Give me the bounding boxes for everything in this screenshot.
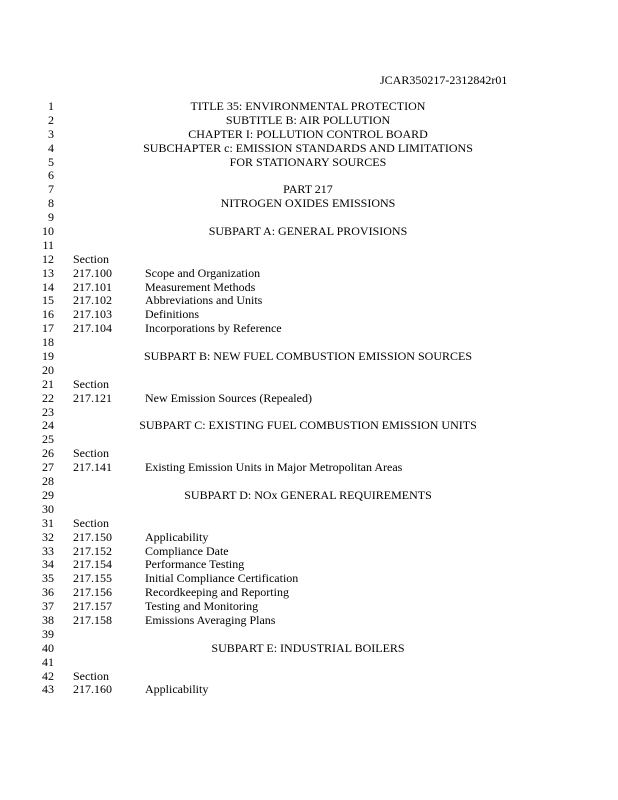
line-number: 9 (48, 210, 54, 225)
document-line (0, 322, 618, 336)
document-line (0, 572, 618, 586)
section-title: New Emission Sources (Repealed) (145, 390, 312, 405)
heading-text: CHAPTER I: POLLUTION CONTROL BOARD (188, 126, 428, 141)
document-line (0, 183, 618, 197)
line-number: 24 (42, 418, 54, 433)
line-number: 5 (48, 154, 54, 169)
section-title: Initial Compliance Certification (145, 571, 299, 586)
heading-text: SUBTITLE B: AIR POLLUTION (225, 112, 391, 127)
document-line (0, 281, 618, 295)
line-number: 34 (42, 557, 54, 572)
line-number: 43 (42, 682, 54, 697)
document-line (0, 475, 618, 489)
section-title: Applicability (145, 682, 209, 697)
section-number: 217.102 (73, 293, 112, 308)
document-line (0, 600, 618, 614)
heading-text: NITROGEN OXIDES EMISSIONS (220, 196, 396, 211)
line-number: 28 (42, 474, 54, 489)
line-number: 15 (42, 293, 54, 308)
line-number: 31 (42, 515, 54, 530)
section-number: 217.155 (73, 571, 112, 586)
document-line (0, 128, 618, 142)
document-id: JCAR350217-2312842r01 (380, 73, 508, 87)
line-number: 18 (42, 335, 54, 350)
section-column-header: Section (73, 515, 109, 530)
document-line (0, 406, 618, 420)
section-title: Abbreviations and Units (145, 293, 263, 308)
line-number: 25 (42, 432, 54, 447)
section-number: 217.156 (73, 585, 112, 600)
document-line (0, 253, 618, 267)
document-line (0, 211, 618, 225)
section-column-header: Section (73, 668, 109, 683)
document-line (0, 683, 618, 697)
line-number: 23 (42, 404, 54, 419)
section-number: 217.150 (73, 529, 112, 544)
line-number: 26 (42, 446, 54, 461)
line-number: 39 (42, 626, 54, 641)
line-number: 12 (42, 251, 54, 266)
section-title: Measurement Methods (145, 279, 256, 294)
line-number: 17 (42, 321, 54, 336)
section-number: 217.158 (73, 612, 112, 627)
section-number: 217.152 (73, 543, 112, 558)
document-line (0, 100, 618, 114)
line-number: 2 (48, 112, 54, 127)
line-number: 20 (42, 362, 54, 377)
document-line (0, 489, 618, 503)
document-line (0, 503, 618, 517)
line-number: 11 (42, 237, 54, 252)
document-line (0, 628, 618, 642)
document-line (0, 419, 618, 433)
heading-text: FOR STATIONARY SOURCES (229, 154, 387, 169)
line-number: 38 (42, 612, 54, 627)
line-number: 6 (48, 168, 54, 183)
line-number: 13 (42, 265, 54, 280)
section-number: 217.141 (73, 460, 112, 475)
document-body (0, 100, 618, 697)
document-line (0, 239, 618, 253)
section-number: 217.104 (73, 321, 112, 336)
section-title: Compliance Date (145, 543, 229, 558)
section-title: Recordkeeping and Reporting (145, 585, 289, 600)
document-line (0, 197, 618, 211)
line-number: 8 (48, 196, 54, 211)
document-line (0, 447, 618, 461)
section-title: Definitions (145, 307, 199, 322)
line-number: 37 (42, 599, 54, 614)
document-line (0, 294, 618, 308)
document-line (0, 169, 618, 183)
line-number: 27 (42, 460, 54, 475)
section-title: Existing Emission Units in Major Metropolitan Areas (145, 460, 403, 475)
document-line (0, 461, 618, 475)
heading-text: SUBCHAPTER c: EMISSION STANDARDS AND LIMITATIONS (143, 140, 473, 155)
line-number: 30 (42, 501, 54, 516)
heading-text: SUBPART B: NEW FUEL COMBUSTION EMISSION SOURCES (143, 349, 472, 364)
section-title: Emissions Averaging Plans (145, 612, 276, 627)
section-title: Performance Testing (145, 557, 245, 572)
line-number: 36 (42, 585, 54, 600)
heading-text: SUBPART C: EXISTING FUEL COMBUSTION EMISSION UNITS (139, 418, 477, 433)
document-line (0, 114, 618, 128)
document-line (0, 267, 618, 281)
line-number: 42 (42, 668, 54, 683)
line-number: 29 (42, 487, 54, 502)
line-number: 22 (42, 390, 54, 405)
section-title: Applicability (145, 529, 209, 544)
section-number: 217.154 (73, 557, 112, 572)
document-line (0, 156, 618, 170)
heading-text: SUBPART D: NOx GENERAL REQUIREMENTS (184, 487, 432, 502)
line-number: 41 (42, 654, 54, 669)
document-line (0, 614, 618, 628)
line-number: 32 (42, 529, 54, 544)
document-line (0, 670, 618, 684)
section-number: 217.100 (73, 265, 112, 280)
document-line (0, 433, 618, 447)
document-line (0, 225, 618, 239)
section-number: 217.160 (73, 682, 112, 697)
heading-text: TITLE 35: ENVIRONMENTAL PROTECTION (190, 99, 426, 113)
document-line (0, 531, 618, 545)
document-line (0, 308, 618, 322)
heading-text: PART 217 (283, 182, 333, 197)
document-line (0, 545, 618, 559)
line-number: 16 (42, 307, 54, 322)
section-title: Incorporations by Reference (145, 321, 282, 336)
document-line (0, 517, 618, 531)
line-number: 7 (48, 182, 54, 197)
document-line (0, 392, 618, 406)
section-column-header: Section (73, 446, 109, 461)
document-line (0, 336, 618, 350)
document-line (0, 642, 618, 656)
line-number: 21 (42, 376, 54, 391)
line-number: 10 (42, 224, 54, 239)
line-number: 33 (42, 543, 54, 558)
document-line (0, 378, 618, 392)
document-line (0, 350, 618, 364)
section-number: 217.157 (73, 599, 112, 614)
section-column-header: Section (73, 376, 109, 391)
heading-text: SUBPART E: INDUSTRIAL BOILERS (211, 640, 405, 655)
document-line (0, 142, 618, 156)
section-title: Testing and Monitoring (145, 599, 259, 614)
line-number: 40 (42, 640, 54, 655)
line-number: 19 (42, 349, 54, 364)
line-number: 14 (42, 279, 54, 294)
section-number: 217.121 (73, 390, 112, 405)
document-line (0, 656, 618, 670)
line-number: 35 (42, 571, 54, 586)
line-number: 4 (48, 140, 54, 155)
section-title: Scope and Organization (145, 265, 261, 280)
section-number: 217.101 (73, 279, 112, 294)
line-number: 3 (48, 126, 54, 141)
section-number: 217.103 (73, 307, 112, 322)
document-line (0, 586, 618, 600)
document-line (0, 364, 618, 378)
line-number: 1 (48, 99, 54, 113)
heading-text: SUBPART A: GENERAL PROVISIONS (208, 224, 408, 239)
document-line (0, 558, 618, 572)
section-column-header: Section (73, 251, 109, 266)
